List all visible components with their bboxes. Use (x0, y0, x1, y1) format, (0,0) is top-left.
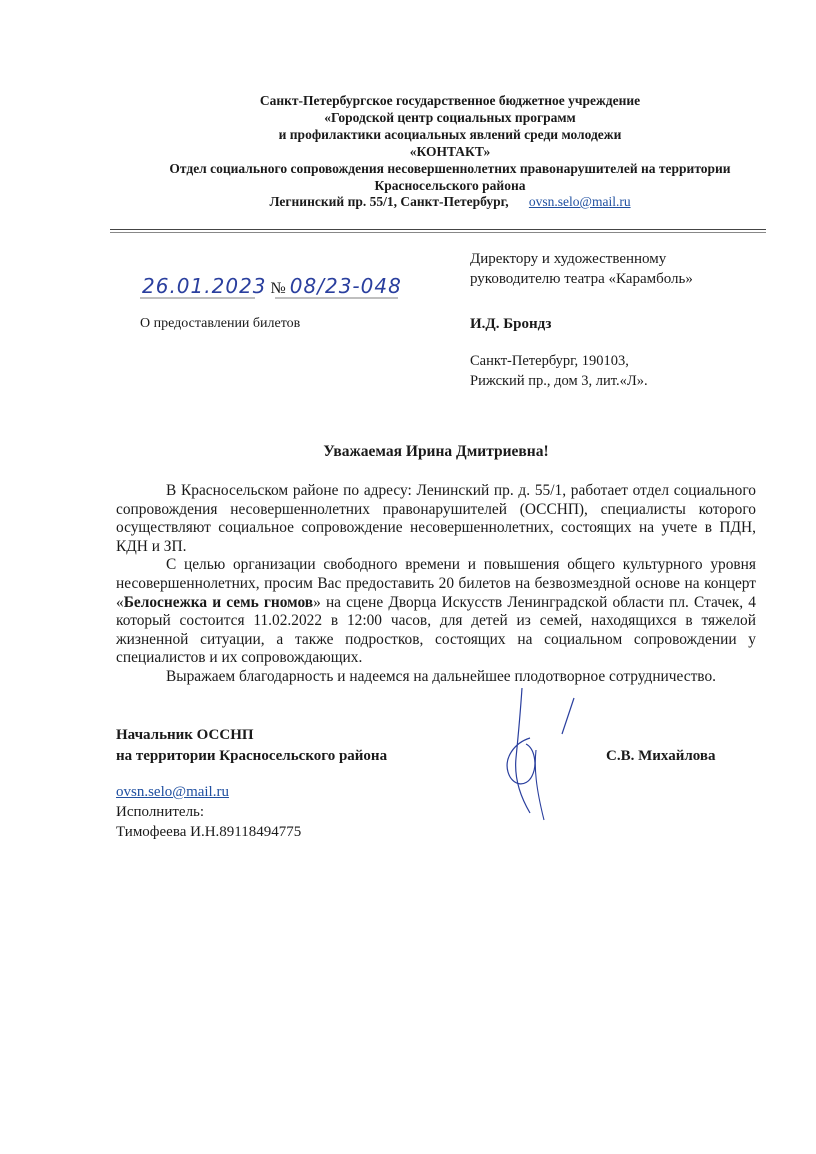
concert-title: Белоснежка и семь гномов (123, 593, 314, 611)
signatory-title-1: Начальник ОССНП (116, 727, 254, 743)
handwritten-signature (496, 688, 596, 828)
letterhead-address-text: Легнинский пр. 55/1, Санкт-Петербург, (269, 194, 509, 209)
reference-date: 26.01.2023 (142, 274, 267, 298)
signatory-name: С.В. Михайлова (606, 748, 716, 764)
header-divider (110, 229, 766, 230)
recipient-line-1: Директору и художественному (470, 251, 667, 267)
recipient-line-2: руководителю театра «Карамболь» (470, 271, 693, 287)
recipient-address-2: Рижский пр., дом 3, лит.«Л». (470, 373, 648, 389)
body-paragraph-2-end: » на сцене Дворца Искусств Ленинградской области пл. Стачек, 4 который состоится 11.02.2022 в 12:00 часов, для детей из семей, находящихся в тяжелой жизненной ситуации, а также подростков, состоящих на социальном сопровождении у специалистов и их сопровождающих. (116, 593, 756, 667)
body-paragraph-2 (116, 556, 756, 668)
reference-underline (140, 295, 400, 301)
body-paragraph-2-start: С целью организации свободного времени и повышения общего культурного уровня несовершеннолетних, просим Вас предоставить 20 билетов на безвозмездной основе на концерт « (116, 556, 756, 611)
letterhead (110, 92, 790, 194)
body-paragraph-1: В Красносельском районе по адресу: Ленинский пр. д. 55/1, работает отдел социального сопровождения несовершеннолетних правонарушителей (ОССНП), специалисты которого осуществляют социальное сопровождение несовершеннолетних, состоящих на учете в ПДН, КДН и ЗП. (116, 482, 756, 555)
body-paragraph-3: Выражаем благодарность и надеемся на дальнейшее плодотворное сотрудничество. (166, 667, 717, 685)
executor-label: Исполнитель: (116, 804, 205, 820)
letterhead-line-3: и профилактики асоциальных явлений среди молодежи (278, 127, 622, 142)
letterhead-line-2: «Городской центр социальных программ (324, 110, 576, 125)
recipient-address-1: Санкт-Петербург, 190103, (470, 353, 629, 369)
signatory-title-2: на территории Красносельского района (116, 748, 388, 764)
footer-email (116, 784, 229, 801)
reference-number-sign: № (270, 280, 286, 297)
greeting: Уважаемая Ирина Дмитриевна! (323, 443, 549, 460)
letterhead-address (110, 194, 790, 210)
recipient-name: И.Д. Брондз (470, 316, 552, 332)
letterhead-line-4: «КОНТАКТ» (409, 144, 491, 159)
letter-body (116, 482, 756, 687)
letterhead-line-1: Санкт-Петербургское государственное бюджетное учреждение (259, 93, 641, 108)
footer-email-link[interactable]: ovsn.selo@mail.ru (116, 784, 229, 800)
executor-contact: Тимофеева И.Н.89118494775 (116, 824, 302, 840)
reference-number: 08/23-048 (289, 274, 402, 298)
subject-line: О предоставлении билетов (140, 316, 301, 331)
letterhead-email-link[interactable]: ovsn.selo@mail.ru (528, 194, 631, 209)
letterhead-line-5: Отдел социального сопровождения несовершеннолетних правонарушителей на территории (169, 161, 731, 176)
letterhead-line-6: Красносельского района (374, 178, 526, 193)
header-divider-thin (110, 232, 766, 233)
